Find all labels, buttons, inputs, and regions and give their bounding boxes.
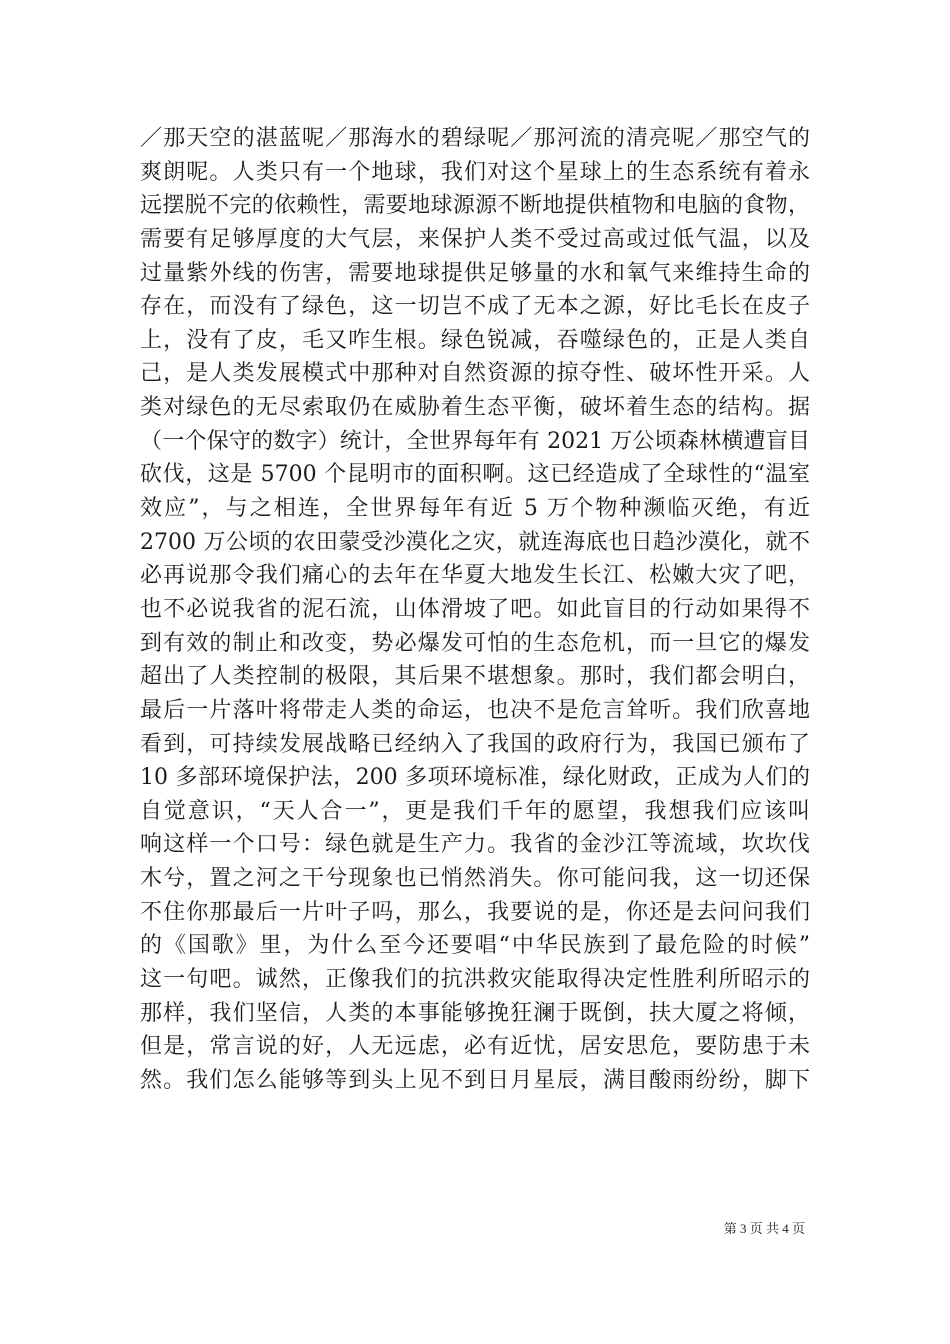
text-line: 超出了人类控制的极限，其后果不堪想象。那时，我们都会明白， (140, 664, 810, 690)
text-line: 不住你那最后一片叶子吗，那么，我要说的是，你还是去问问我们 (140, 899, 810, 925)
text-line: 最后一片落叶将带走人类的命运，也决不是危言耸听。我们欣喜地 (140, 697, 810, 723)
text-line: 己，是人类发展模式中那种对自然资源的掠夺性、破坏性开采。人 (140, 361, 810, 387)
text-line: 然。我们怎么能够等到头上见不到日月星辰，满目酸雨纷纷，脚下 (140, 1067, 810, 1093)
text-line: 也不必说我省的泥石流，山体滑坡了吧。如此盲目的行动如果得不 (140, 596, 810, 622)
text-line: 自觉意识，“天人合一”，更是我们千年的愿望，我想我们应该叫 (140, 798, 810, 824)
text-line: 类对绿色的无尽索取仍在威胁着生态平衡，破坏着生态的结构。据 (140, 395, 810, 421)
text-line: 爽朗呢。人类只有一个地球，我们对这个星球上的生态系统有着永 (140, 159, 810, 185)
document-body (140, 122, 810, 1098)
text-line: ／那天空的湛蓝呢／那海水的碧绿呢／那河流的清亮呢／那空气的 (140, 126, 810, 151)
text-line: 到有效的制止和改变，势必爆发可怕的生态危机，而一旦它的爆发 (140, 630, 810, 656)
page-number-footer: 第 3 页 共 4 页 (723, 1221, 805, 1236)
text-line: 上，没有了皮，毛又咋生根。绿色锐减，吞噬绿色的，正是人类自 (140, 327, 810, 353)
text-line: 必再说那令我们痛心的去年在华夏大地发生长江、松嫩大灾了吧， (140, 563, 810, 589)
text-line: 砍伐，这是 5700 个昆明市的面积啊。这已经造成了全球性的“温室 (140, 462, 810, 488)
text-line: 2700 万公顷的农田蒙受沙漠化之灾，就连海底也日趋沙漠化，就不 (140, 529, 810, 555)
text-line: 木兮，置之河之干兮现象也已悄然消失。你可能问我，这一切还保 (140, 866, 810, 892)
text-line: 远摆脱不完的依赖性，需要地球源源不断地提供植物和电脑的食物， (140, 193, 810, 219)
text-line: 但是，常言说的好，人无远虑，必有近忧，居安思危，要防患于未 (140, 1034, 810, 1060)
text-line: 10 多部环境保护法，200 多项环境标准，绿化财政，正成为人们的 (140, 765, 810, 791)
text-line: 这一句吧。诚然，正像我们的抗洪救灾能取得决定性胜利所昭示的 (140, 967, 810, 993)
text-line: 效应”，与之相连，全世界每年有近 5 万个物种濒临灭绝，有近 (140, 496, 810, 522)
text-line: 的《国歌》里，为什么至今还要唱“中华民族到了最危险的时候” (140, 933, 810, 959)
text-line: 看到，可持续发展战略已经纳入了我国的政府行为，我国已颁布了 (140, 731, 810, 757)
text-line: 过量紫外线的伤害，需要地球提供足够量的水和氧气来维持生命的 (140, 260, 810, 286)
text-line: 存在，而没有了绿色，这一切岂不成了无本之源，好比毛长在皮子 (140, 294, 810, 320)
text-line: （一个保守的数字）统计，全世界每年有 2021 万公顷森林横遭盲目 (140, 428, 810, 454)
text-line: 响这样一个口号：绿色就是生产力。我省的金沙江等流域，坎坎伐 (140, 832, 810, 858)
text-line: 需要有足够厚度的大气层，来保护人类不受过高或过低气温，以及 (140, 226, 810, 252)
text-line: 那样，我们坚信，人类的本事能够挽狂澜于既倒，扶大厦之将倾， (140, 1000, 810, 1026)
